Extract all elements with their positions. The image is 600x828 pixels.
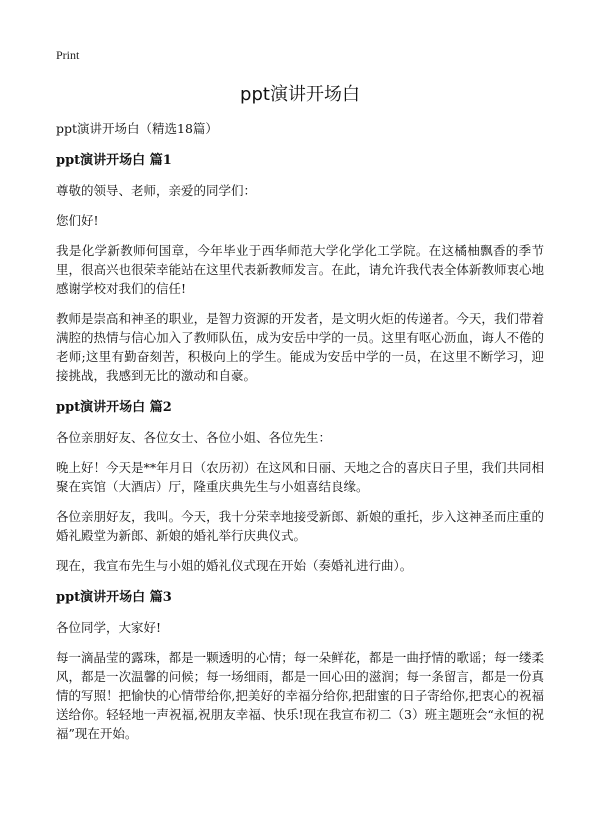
- paragraph: 各位同学，大家好!: [56, 620, 162, 635]
- paragraph: 现在，我宣布先生与小姐的婚礼仪式现在开始（奏婚礼进行曲）。: [56, 558, 413, 573]
- section-heading: ppt演讲开场白 篇3: [56, 590, 172, 605]
- paragraph: 尊敬的领导、老师，亲爱的同学们：: [56, 183, 257, 198]
- paragraph: 各位亲朋好友，我叫。今天，我十分荣幸地接受新郎、新娘的重托，步入这神圣而庄重的婚礼殿堂为新郎、新娘的婚礼举行庆典仪式。: [56, 509, 544, 543]
- paragraph: 每一滴晶莹的露珠，都是一颗透明的心情；每一朵鲜花，都是一曲抒情的歌谣；每一缕柔风，都是一次温馨的问候；每一场细雨，都是一回心田的滋润；每一条留言，都是一份真情的写照！把愉快的心情带给你,把美好的幸福分给你,把甜蜜的日子寄给你,把衷心的祝福送给你。轻轻地一声祝福,祝朋友幸福、快乐!现在我宣布初二（3）班主题班会“永恒的祝福”现在开始。: [56, 650, 544, 741]
- paragraph: 我是化学新教师何国章，今年毕业于西华师范大学化学化工学院。在这橘柚飘香的季节里，很高兴也很荣幸能站在这里代表新教师发言。在此，请允许我代表全体新教师衷心地感谢学校对我们的信任!: [56, 243, 544, 296]
- document-body: [56, 152, 544, 743]
- section-3: [56, 589, 544, 743]
- document-title: ppt演讲开场白: [240, 84, 360, 105]
- section-2: [56, 399, 544, 575]
- section-1: [56, 152, 544, 385]
- paragraph: 教师是崇高和神圣的职业，是智力资源的开发者，是文明火炬的传递者。今天，我们带着满腔的热情与信心加入了教师队伍，成为安岳中学的一员。这里有呕心沥血，诲人不倦的老师;这里有勤奋刻苦，积极向上的学生。能成为安岳中学的一员，在这里不断学习，迎接挑战，我感到无比的激动和自豪。: [56, 311, 544, 383]
- section-heading: ppt演讲开场白 篇1: [56, 153, 172, 168]
- paragraph: 各位亲朋好友、各位女士、各位小姐、各位先生：: [56, 430, 332, 445]
- paragraph: 晚上好！今天是**年月日（农历初）在这风和日丽、天地之合的喜庆日子里，我们共同相聚在宾馆（大酒店）厅，隆重庆典先生与小姐喜结良缘。: [56, 460, 544, 494]
- section-heading: ppt演讲开场白 篇2: [56, 400, 172, 415]
- document-subtitle: ppt演讲开场白（精选18篇）: [56, 121, 218, 136]
- print-label: Print: [56, 48, 80, 62]
- paragraph: 您们好!: [56, 213, 99, 228]
